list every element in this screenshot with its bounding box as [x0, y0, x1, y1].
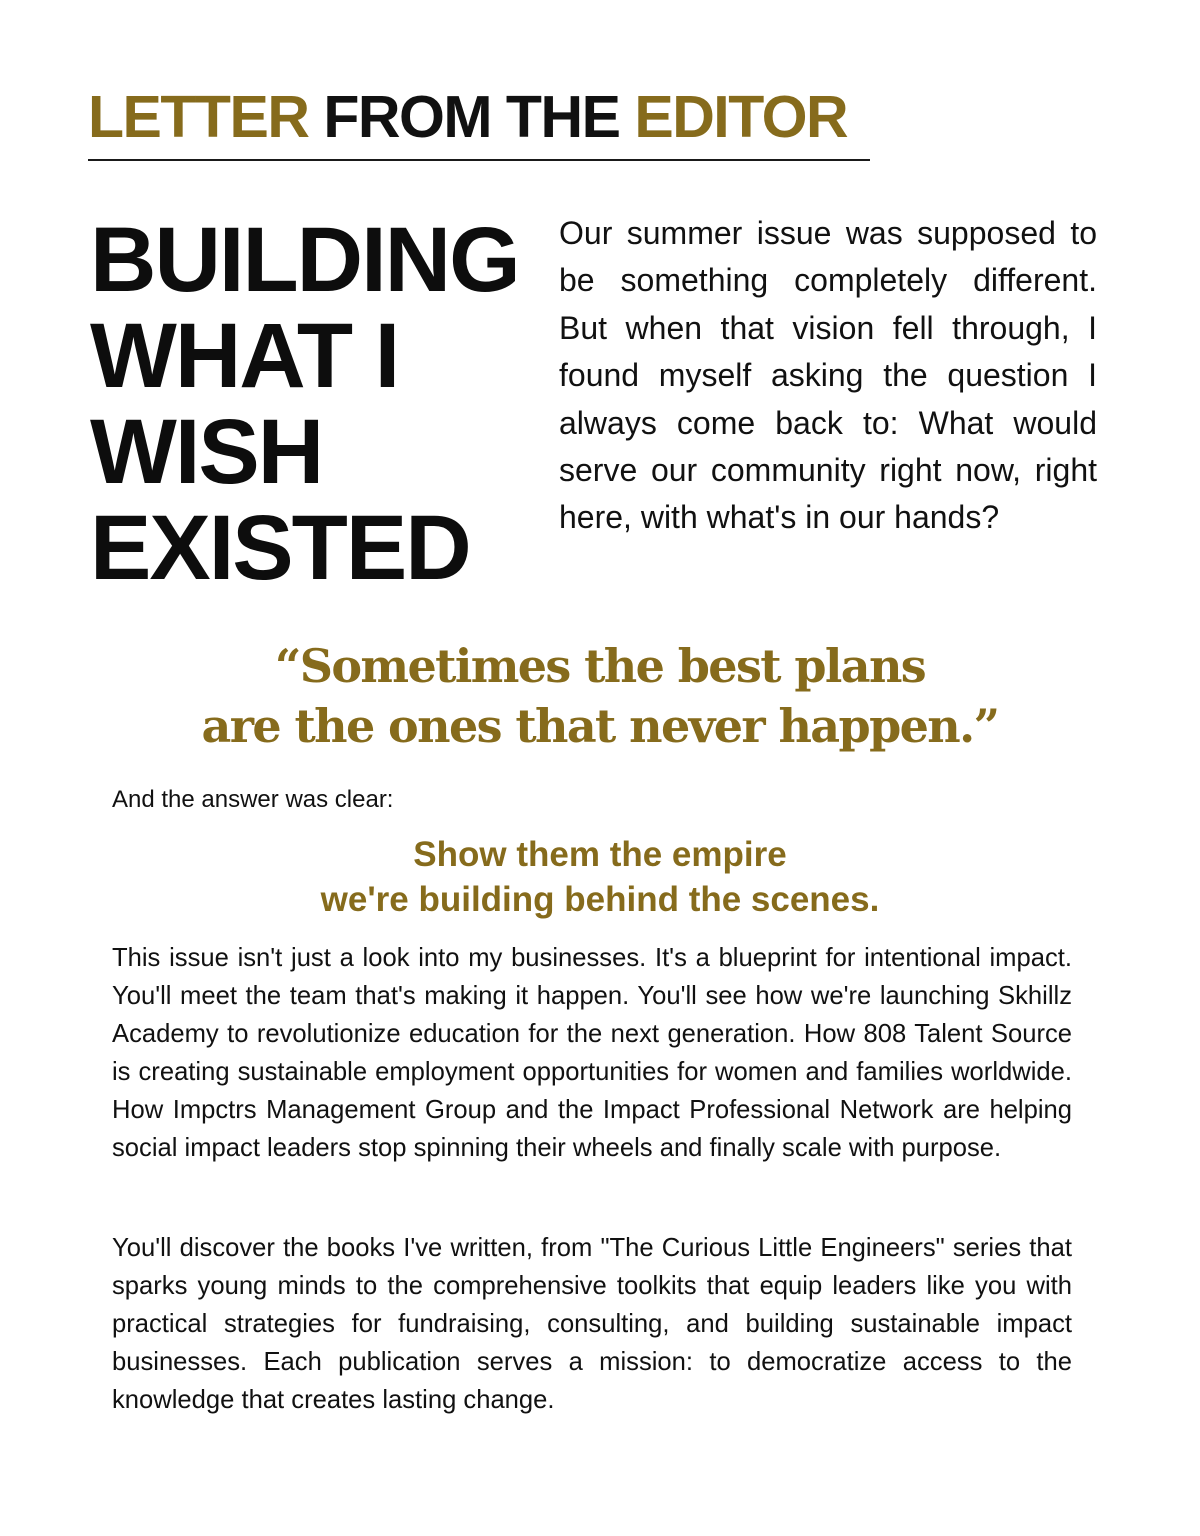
- section-title-editor: EDITOR: [634, 84, 848, 150]
- highlight-line-1: Show them the empire: [413, 835, 787, 874]
- lead-in-text: And the answer was clear:: [112, 786, 394, 813]
- header-divider: [88, 159, 870, 161]
- headline-line-3: WISH: [90, 401, 323, 503]
- article-headline: [90, 209, 540, 599]
- highlight-line-2: we're building behind the scenes.: [320, 880, 880, 919]
- headline-line-4: EXISTED: [90, 497, 470, 599]
- pull-quote-line-2: are the ones that never happen.”: [201, 699, 999, 753]
- intro-paragraph: Our summer issue was supposed to be something completely different. But when that vision fell through, I found myself asking the question I always come back to: What would serve our community right now, right here, with what's in our hands?: [559, 215, 1097, 536]
- body-paragraph-2: You'll discover the books I've written, from "The Curious Little Engineers" series that sparks young minds to the comprehensive toolkits that equip leaders like you with practical strategies for fundraising, consulting, and building sustainable impact businesses. Each publication serves a mission: to democratize access to the knowledge that creates lasting change.: [112, 1234, 1072, 1414]
- section-title: [88, 82, 870, 152]
- body-paragraph-1: This issue isn't just a look into my businesses. It's a blueprint for intentional impact. You'll meet the team that's making it happen. You'll see how we're launching Skhillz Academy to revolutionize education for the next generation. How 808 Talent Source is creating sustainable employment opportunities for women and families worldwide. How Impctrs Management Group and the Impact Professional Network are helping social impact leaders stop spinning their wheels and finally scale with purpose.: [112, 944, 1072, 1162]
- pull-quote: [100, 636, 1100, 756]
- highlight-statement: [100, 832, 1100, 922]
- headline-line-2: WHAT I: [90, 305, 399, 407]
- pull-quote-line-1: “Sometimes the best plans: [274, 639, 926, 693]
- section-title-from-the: FROM THE: [323, 84, 620, 150]
- headline-line-1: BUILDING: [90, 209, 519, 311]
- section-title-letter: LETTER: [88, 84, 309, 150]
- page-header: [88, 82, 870, 152]
